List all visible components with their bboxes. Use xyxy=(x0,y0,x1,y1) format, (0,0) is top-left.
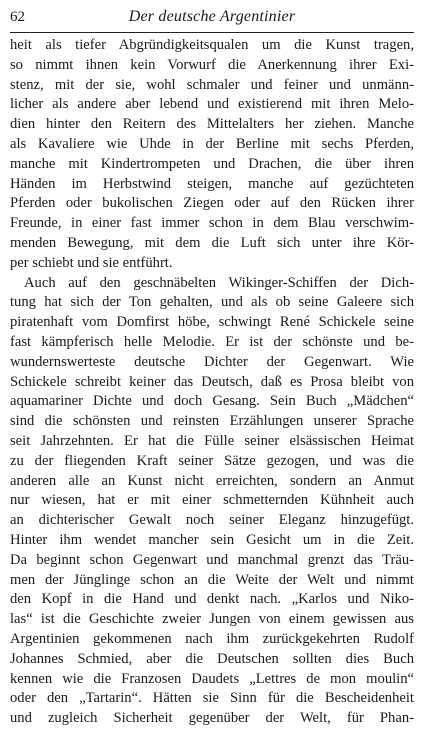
text-line: als Kavaliere wie Uhde in der Berline mit sechs Pferden, xyxy=(10,135,414,152)
text-line: Da beginnt schon Gegenwart und manchmal grenzt das Träu- xyxy=(10,551,414,568)
text-line: las“ ist die Geschichte zweier Jungen von einem gewissen aus xyxy=(10,611,414,628)
text-line: aquamariner Dichte und doch Gesang. Sein Buch „Mädchen“ xyxy=(10,393,414,410)
text-line: menden Bewegung, mit dem die Luft sich unter ihre Kör- xyxy=(10,234,414,251)
text-line: piratenhaft vom Domfirst höbe, schwingt René Schickele seine xyxy=(10,314,414,331)
text-line: Argentinien gekommenen nach ihm zurückgekehrten Rudolf xyxy=(10,630,414,647)
text-line: manche mit Kindertrompeten und Drachen, die über ihren xyxy=(10,155,414,172)
text-line: kennen wie die Franzosen Daudets „Lettres de mon moulin“ xyxy=(10,670,414,687)
body-text xyxy=(10,36,414,729)
text-line: so nimmt ihnen kein Vorwurf die Anerkennung ihrer Exi- xyxy=(10,56,414,73)
text-line: per schiebt und sie entführt. xyxy=(10,254,173,271)
page-number: 62 xyxy=(10,9,25,25)
text-line: seit Jahrzehnten. Er hat die Fülle seiner elsässischen Heimat xyxy=(10,432,414,449)
text-line: Johannes Schmied, aber die Deutschen sollten dies Buch xyxy=(10,650,414,667)
text-line: nur wiesen, hat er mit einer schmetternden Kühnheit auch xyxy=(10,492,414,509)
text-line: Pferden oder bukolischen Ziegen oder auf den Rücken ihrer xyxy=(10,195,414,212)
text-line: wundernswerteste deutsche Dichter der Gegenwart. Wie xyxy=(10,353,414,370)
text-line: Händen im Herbstwind steigen, manche auf gezüchteten xyxy=(10,175,414,192)
text-line: oder den „Tartarin“. Hätten sie Sinn für die Bescheidenheit xyxy=(10,690,414,707)
text-line: tung hat sich der Ton gehalten, und als ob seine Galeere sich xyxy=(10,294,414,311)
text-line: men der Jünglinge schon an die Weite der Welt und nimmt xyxy=(10,571,414,588)
text-line: dien hinter den Reitern des Mittelalters her ziehen. Manche xyxy=(10,116,414,133)
text-line: sind die schönsten und reinsten Erzählungen unserer Sprache xyxy=(10,413,414,430)
text-line: Hinter ihm wendet mancher sein Gesicht um in die Zeit. xyxy=(10,531,414,548)
running-title: Der deutsche Argentinier xyxy=(128,8,296,25)
text-line: heit als tiefer Abgründigkeitsqualen um die Kunst tragen, xyxy=(10,37,414,53)
text-line: Freunde, in einer fast immer schon in dem Blau verschwim- xyxy=(10,215,414,232)
text-line: Auch auf den geschnäbelten Wikinger-Schiffen der Dich- xyxy=(24,274,414,291)
text-line: und zugleich Sicherheit gegenüber der Welt, für Phan- xyxy=(10,710,414,727)
page-header xyxy=(10,6,414,33)
text-line: stenz, mit der sie, wohl schmaler und feiner und unmänn- xyxy=(10,76,414,93)
text-line: fast kämpferisch helle Melodie. Er ist der schönste und be- xyxy=(10,333,414,350)
text-line: licher als andere aber lebend und existierend mit ihren Melo- xyxy=(10,96,414,113)
text-line: den Kopf in die Hand und denkt nach. „Karlos und Niko- xyxy=(10,591,414,608)
text-line: anderen alle an Kunst nicht erreichten, sondern an Anmut xyxy=(10,472,414,489)
text-line: zu der fliegenden Kraft seiner Sätze gezogen, und was die xyxy=(10,452,414,469)
text-line: an dichterischer Gewalt noch seiner Eleganz hinzugefügt. xyxy=(10,512,414,529)
text-line: Schickele schreibt keiner das Deutsch, daß es Prosa bleibt von xyxy=(10,373,414,390)
